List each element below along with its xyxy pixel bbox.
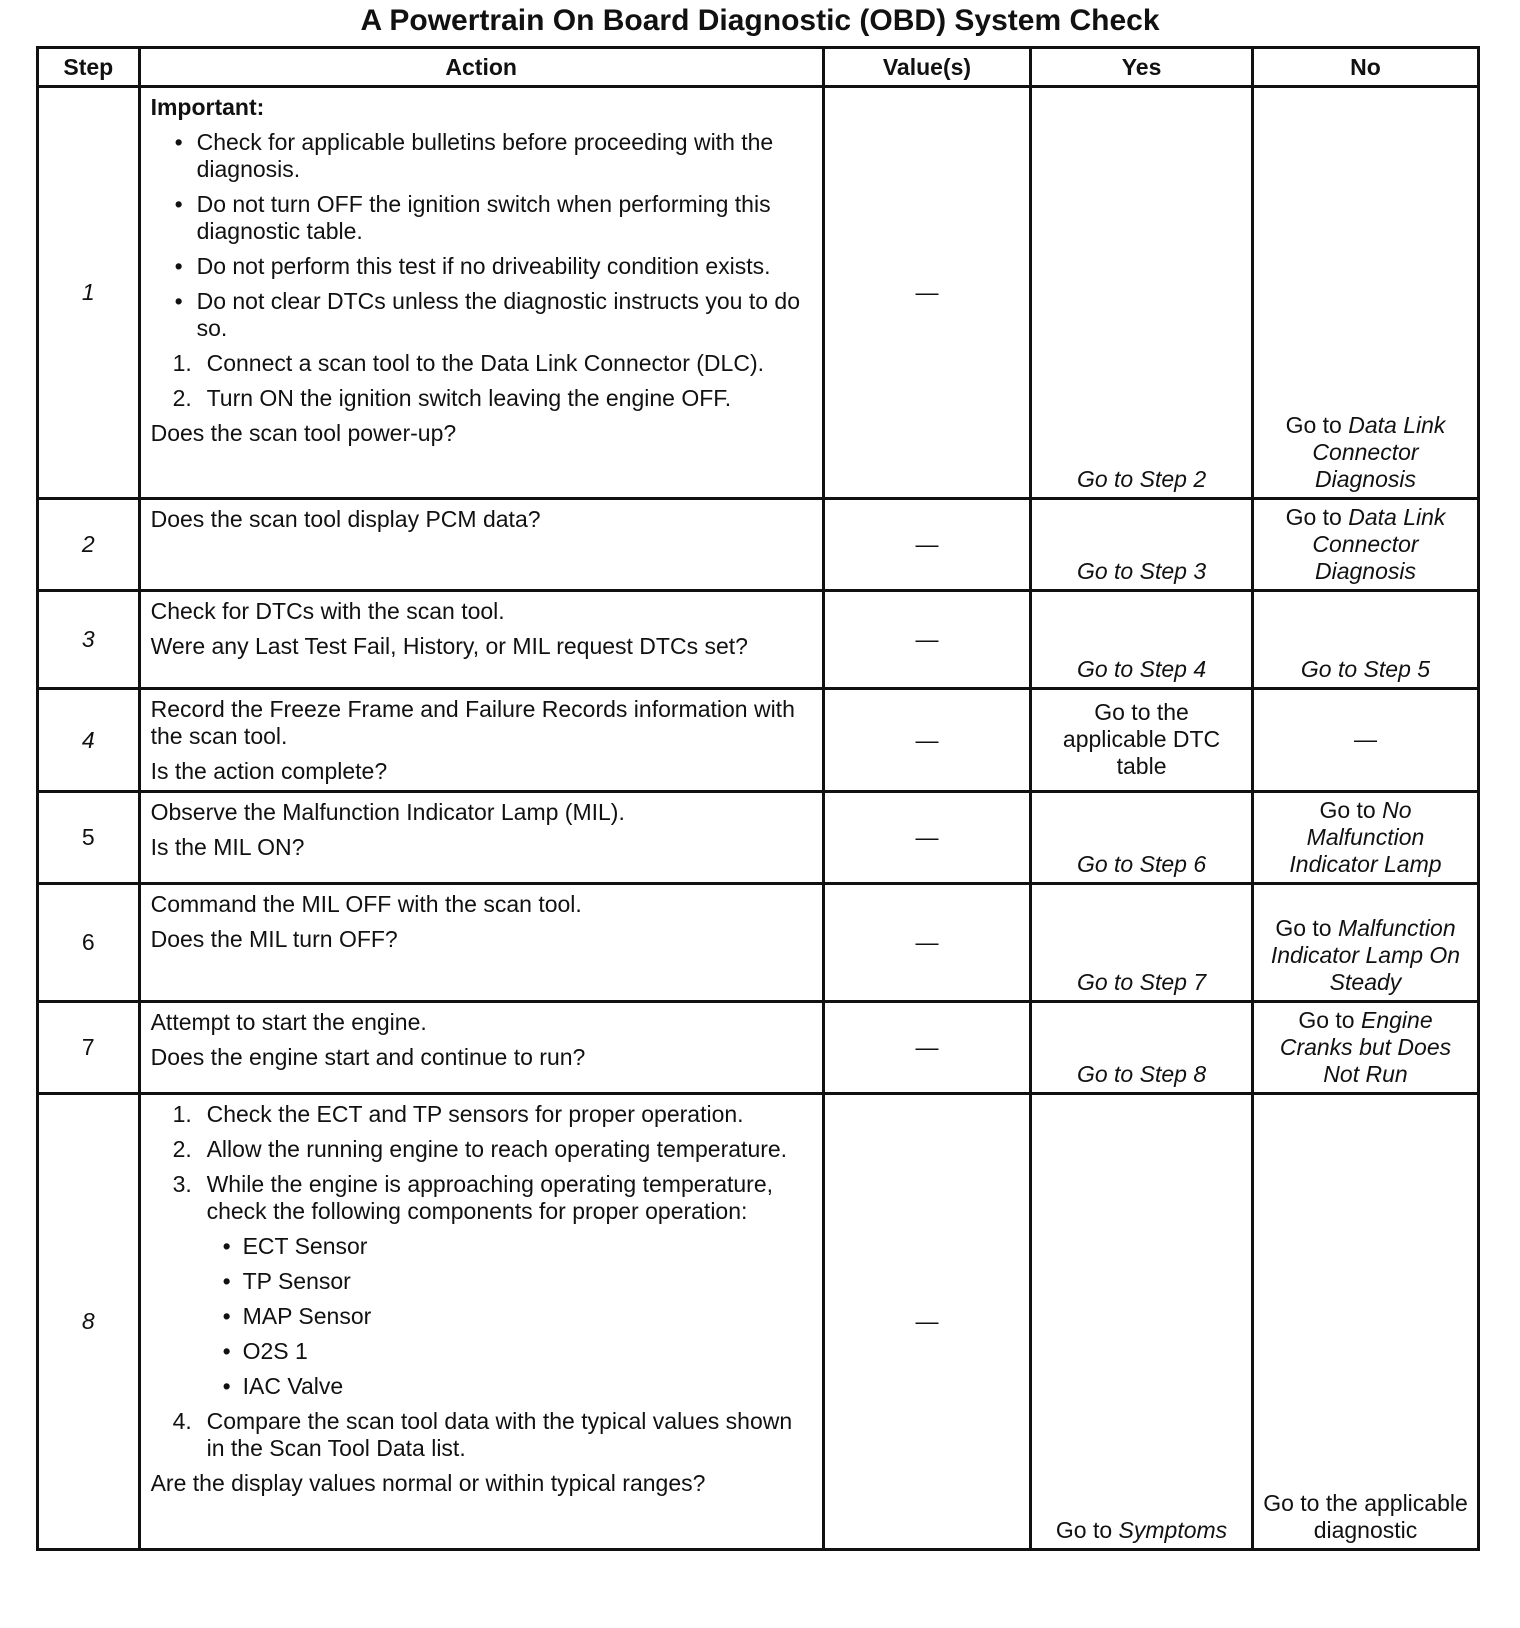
bullet-item: • Do not perform this test if no driveability condition exists. (151, 253, 812, 280)
no-cell: Go to Data Link Connector Diagnosis (1252, 499, 1478, 591)
step-number: 2 (38, 499, 140, 591)
step-number: 6 (38, 884, 140, 1002)
value-cell: — (823, 87, 1030, 499)
table-row (38, 87, 1479, 499)
header-no: No (1252, 48, 1478, 87)
header-action: Action (139, 48, 823, 87)
no-cell: — (1252, 689, 1478, 792)
action-text: Attempt to start the engine. (150, 1009, 427, 1035)
yes-cell: Go to Step 2 (1031, 87, 1253, 499)
no-cell: Go to Data Link Connector Diagnosis (1252, 87, 1478, 499)
table-row (38, 689, 1479, 792)
step-number: 7 (38, 1002, 140, 1094)
step-number: 3 (38, 591, 140, 689)
step-number: 8 (38, 1094, 140, 1550)
yes-cell: Go to Step 3 (1031, 499, 1253, 591)
no-cell: Go to Engine Cranks but Does Not Run (1252, 1002, 1478, 1094)
header-yes: Yes (1031, 48, 1253, 87)
action-text: Record the Freeze Frame and Failure Records information with the scan tool. (150, 696, 795, 749)
bullet-item: • Do not clear DTCs unless the diagnostic instructs you to do so. (151, 288, 812, 342)
component-item: • MAP Sensor (151, 1303, 812, 1330)
numbered-step: 1. Connect a scan tool to the Data Link Connector (DLC). (172, 350, 764, 376)
value-cell: — (823, 884, 1030, 1002)
yes-cell: Go to Step 6 (1031, 792, 1253, 884)
yes-cell: Go to Step 7 (1031, 884, 1253, 1002)
yes-cell: Go to the applicable DTC table (1031, 689, 1253, 792)
numbered-step: 2. Turn ON the ignition switch leaving the engine OFF. (172, 385, 732, 411)
action-text: Check for DTCs with the scan tool. (150, 598, 505, 624)
value-cell: — (823, 792, 1030, 884)
question: Does the scan tool power-up? (150, 420, 457, 446)
yes-cell: Go to Step 4 (1031, 591, 1253, 689)
numbered-step: 2. Allow the running engine to reach operating temperature. (172, 1136, 788, 1162)
action-cell (139, 87, 823, 499)
action-cell (139, 1002, 823, 1094)
question: Are the display values normal or within typical ranges? (150, 1470, 706, 1496)
value-cell: — (823, 499, 1030, 591)
important-label: Important: (150, 94, 265, 120)
action-text: Observe the Malfunction Indicator Lamp (MIL). (150, 799, 625, 825)
value-cell: — (823, 1002, 1030, 1094)
component-item: • IAC Valve (151, 1373, 812, 1400)
question: Does the engine start and continue to run? (150, 1044, 586, 1070)
action-text: Command the MIL OFF with the scan tool. (150, 891, 582, 917)
table-row (38, 1002, 1479, 1094)
table-row (38, 499, 1479, 591)
action-cell (139, 689, 823, 792)
no-cell: Go to the applicable diagnostic (1252, 1094, 1478, 1550)
yes-cell: Go to Step 8 (1031, 1002, 1253, 1094)
step-number: 4 (38, 689, 140, 792)
page-title: A Powertrain On Board Diagnostic (OBD) System Check (360, 4, 1160, 37)
table-row (38, 792, 1479, 884)
header-values: Value(s) (823, 48, 1030, 87)
component-item: • TP Sensor (151, 1268, 812, 1295)
value-cell: — (823, 689, 1030, 792)
component-item: • O2S 1 (151, 1338, 812, 1365)
step-number: 5 (38, 792, 140, 884)
action-cell (139, 1094, 823, 1550)
header-row (38, 48, 1479, 87)
action-cell (139, 591, 823, 689)
bullet-item: • Check for applicable bulletins before proceeding with the diagnosis. (151, 129, 812, 183)
action-cell (139, 884, 823, 1002)
numbered-step: 3. While the engine is approaching operating temperature, check the following components for proper operation: (172, 1171, 774, 1224)
step-number: 1 (38, 87, 140, 499)
value-cell: — (823, 1094, 1030, 1550)
question: Does the scan tool display PCM data? (150, 506, 541, 532)
table-row (38, 884, 1479, 1002)
no-cell: Go to Malfunction Indicator Lamp On Steady (1252, 884, 1478, 1002)
question: Is the action complete? (150, 758, 388, 784)
yes-cell: Go to Symptoms (1031, 1094, 1253, 1550)
no-cell: Go to Step 5 (1252, 591, 1478, 689)
question: Is the MIL ON? (150, 834, 305, 860)
action-cell (139, 792, 823, 884)
bullet-item: • Do not turn OFF the ignition switch when performing this diagnostic table. (151, 191, 812, 245)
numbered-step: 1. Check the ECT and TP sensors for proper operation. (172, 1101, 744, 1127)
no-cell: Go to No Malfunction Indicator Lamp (1252, 792, 1478, 884)
table-row (38, 1094, 1479, 1550)
action-cell (139, 499, 823, 591)
question: Were any Last Test Fail, History, or MIL request DTCs set? (150, 633, 748, 659)
value-cell: — (823, 591, 1030, 689)
question: Does the MIL turn OFF? (150, 926, 398, 952)
header-step: Step (38, 48, 140, 87)
table-row (38, 591, 1479, 689)
obd-system-check-table (36, 46, 1480, 1551)
component-item: • ECT Sensor (151, 1233, 812, 1260)
numbered-step: 4. Compare the scan tool data with the typical values shown in the Scan Tool Data list. (172, 1408, 793, 1461)
